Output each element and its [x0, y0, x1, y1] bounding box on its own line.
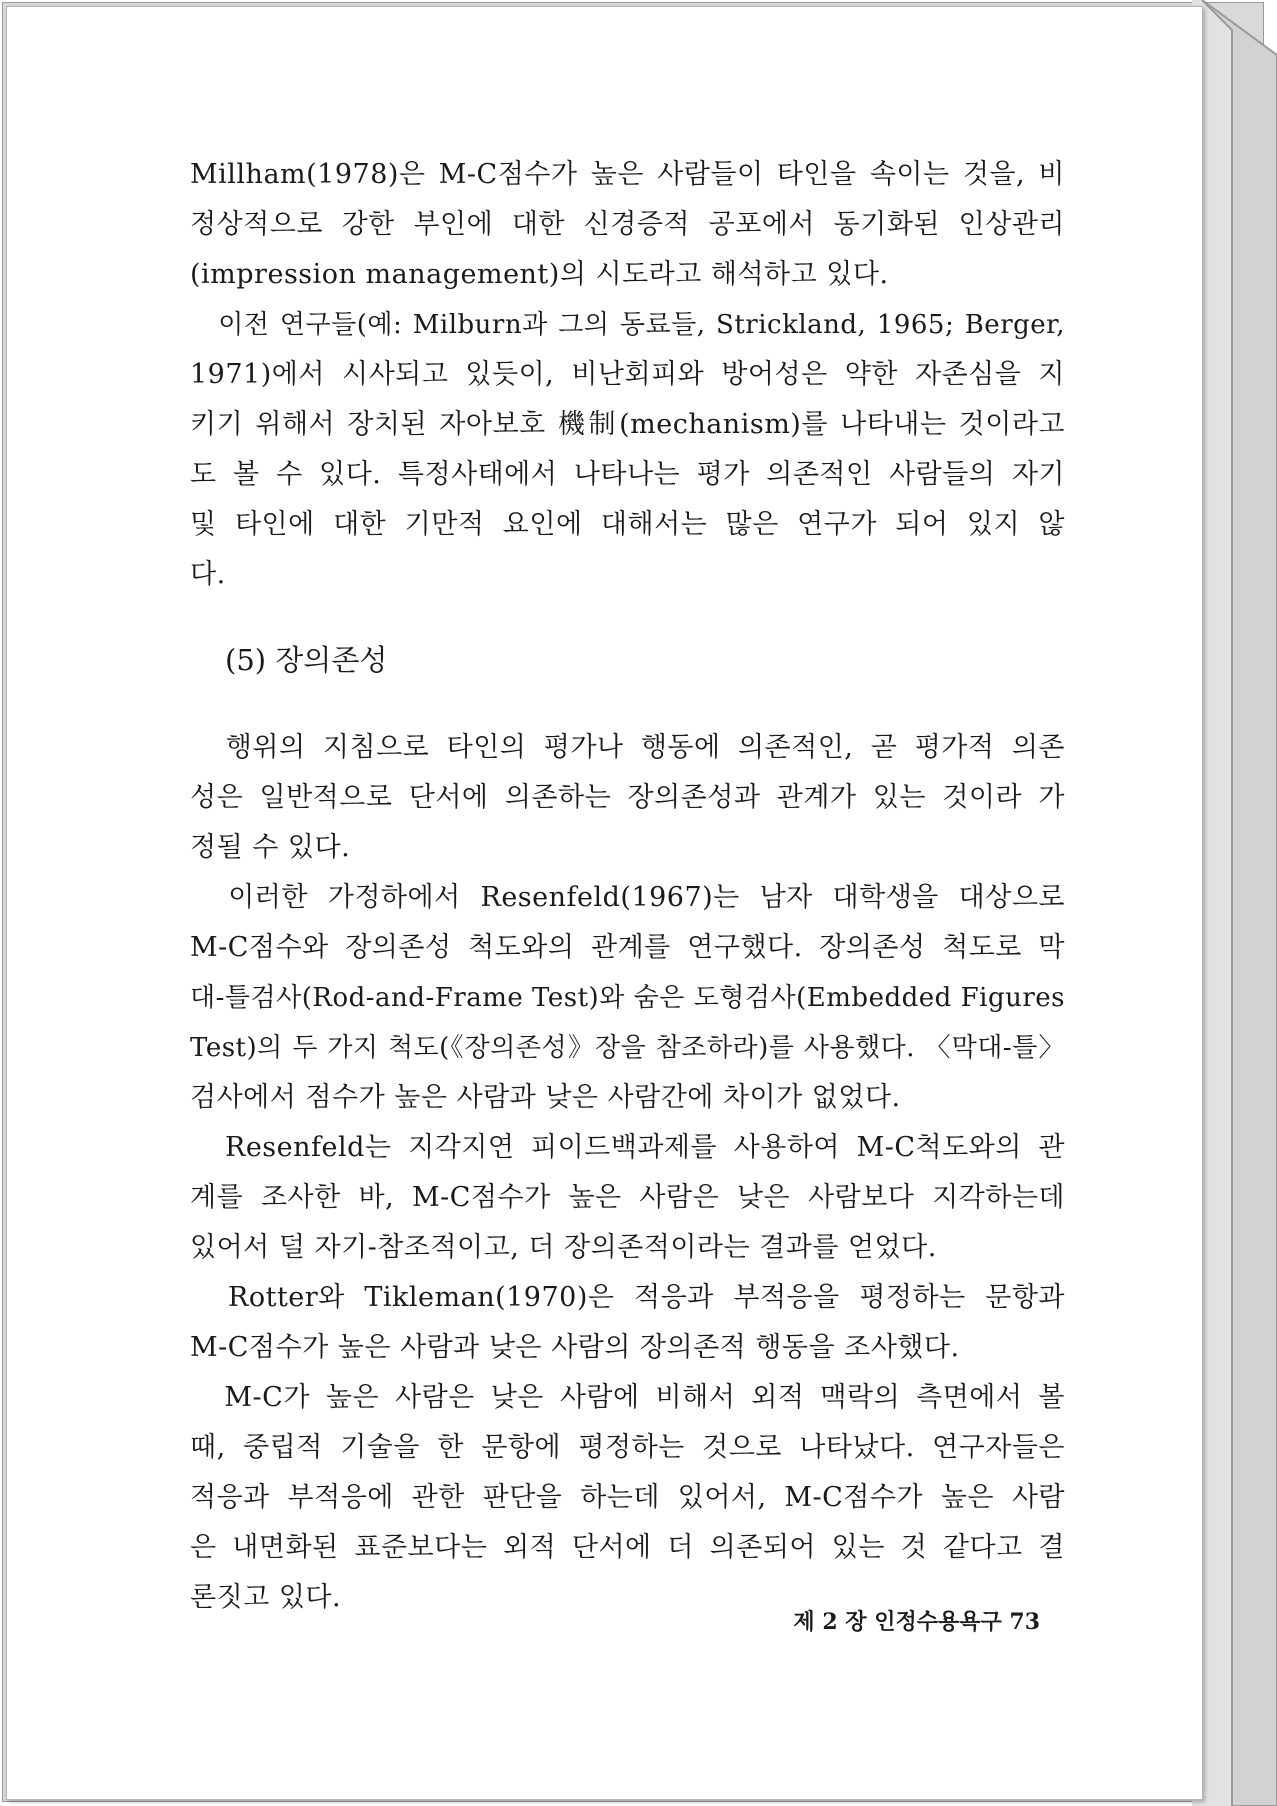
- text-line: Resenfeld는 지각지연 피이드백과제를 사용하여 M-C척도와의 관: [190, 1132, 1065, 1163]
- text-line: 때, 중립적 기술을 한 문항에 평정하는 것으로 나타났다. 연구자들은: [190, 1432, 1065, 1463]
- book-edge: [1192, 0, 1277, 1806]
- text-line: 론짓고 있다.: [190, 1582, 342, 1613]
- page-footer: 제 2 장 인정수용욕구 73: [793, 1609, 1040, 1635]
- text-line: 정상적으로 강한 부인에 대한 신경증적 공포에서 동기화된 인상관리: [190, 209, 1065, 240]
- text-line: M-C가 높은 사람은 낮은 사람에 비해서 외적 맥락의 측면에서 볼: [190, 1382, 1065, 1413]
- text-line: 키기 위해서 장치된 자아보호 機制(mechanism)를 나타내는 것이라고: [190, 409, 1065, 440]
- text-line: 계를 조사한 바, M-C점수가 높은 사람은 낮은 사람보다 지각하는데: [190, 1182, 1065, 1213]
- text-line: 검사에서 점수가 높은 사람과 낮은 사람간에 차이가 없었다.: [190, 1082, 901, 1113]
- text-line: 및 타인에 대한 기만적 요인에 대해서는 많은 연구가 되어 있지 않: [190, 509, 1065, 540]
- text-line: 이러한 가정하에서 Resenfeld(1967)는 남자 대학생을 대상으로: [190, 882, 1065, 913]
- text-line: 있어서 덜 자기-참조적이고, 더 장의존적이라는 결과를 얻었다.: [190, 1232, 937, 1263]
- text-line: M-C점수와 장의존성 척도와의 관계를 연구했다. 장의존성 척도로 막: [190, 932, 1065, 963]
- text-line: Rotter와 Tikleman(1970)은 적응과 부적응을 평정하는 문항과: [190, 1282, 1065, 1313]
- text-line: 성은 일반적으로 단서에 의존하는 장의존성과 관계가 있는 것이라 가: [190, 782, 1065, 813]
- text-line: Millham(1978)은 M-C점수가 높은 사람들이 타인을 속이는 것을, 비: [190, 159, 1065, 190]
- text-line: 도 볼 수 있다. 특정사태에서 나타나는 평가 의존적인 사람들의 자기: [190, 459, 1065, 490]
- text-line: M-C점수가 높은 사람과 낮은 사람의 장의존적 행동을 조사했다.: [190, 1332, 960, 1363]
- text-line: 행위의 지침으로 타인의 평가나 행동에 의존적인, 곧 평가적 의존: [190, 732, 1065, 763]
- text-line: 다.: [190, 559, 226, 590]
- section-heading: (5) 장의존성: [225, 643, 388, 677]
- text-line: 1971)에서 시사되고 있듯이, 비난회피와 방어성은 약한 자존심을 지: [190, 359, 1065, 390]
- text-line: (impression management)의 시도라고 해석하고 있다.: [190, 259, 889, 290]
- paragraph-block-2: [190, 723, 1065, 1623]
- text-line: 이전 연구들(예: Milburn과 그의 동료들, Strickland, 1965; Berger,: [190, 310, 1065, 340]
- text-line: 은 내면화된 표준보다는 외적 단서에 더 의존되어 있는 것 같다고 결: [190, 1532, 1065, 1563]
- text-line: Test)의 두 가지 척도(《장의존성》장을 참조하라)를 사용했다. 〈막대-틀〉: [190, 1033, 1065, 1063]
- text-line: 대-틀검사(Rod-and-Frame Test)와 숨은 도형검사(Embedded Figures: [190, 983, 1065, 1013]
- text-line: 정될 수 있다.: [190, 832, 351, 863]
- paragraph-block-1: [190, 150, 1065, 600]
- text-line: 적응과 부적응에 관한 판단을 하는데 있어서, M-C점수가 높은 사람: [190, 1482, 1065, 1513]
